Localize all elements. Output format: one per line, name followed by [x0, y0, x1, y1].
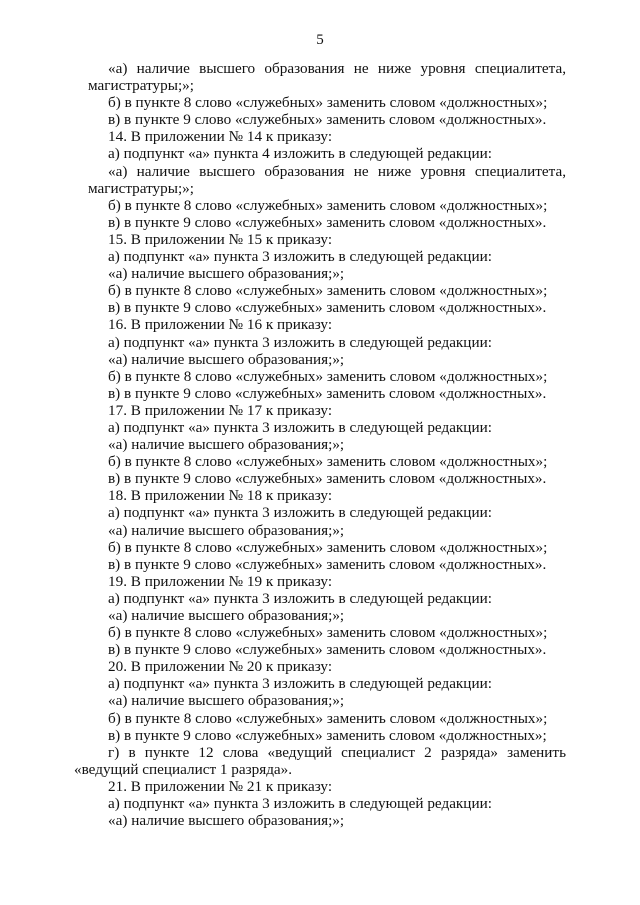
- text-line: а) подпункт «а» пункта 3 изложить в следующей редакции:: [108, 675, 492, 693]
- text-line: в) в пункте 9 слово «служебных» заменить словом «должностных».: [108, 641, 547, 659]
- text-line: «а) наличие высшего образования;»;: [108, 521, 345, 539]
- text-line: а) подпункт «а» пункта 3 изложить в следующей редакции:: [108, 589, 492, 607]
- text-line: в) в пункте 9 слово «служебных» заменить словом «должностных».: [108, 299, 547, 317]
- text-line: г) в пункте 12 слова «ведущий специалист 2 разряда» заменить: [108, 743, 566, 761]
- text-line: 19. В приложении № 19 к приказу:: [108, 572, 333, 590]
- text-line: а) подпункт «а» пункта 4 изложить в следующей редакции:: [108, 145, 492, 163]
- text-line: «а) наличие высшего образования не ниже уровня специалитета,: [108, 162, 566, 180]
- text-line: «а) наличие высшего образования не ниже уровня специалитета,: [108, 60, 566, 77]
- text-line: «а) наличие высшего образования;»;: [108, 607, 345, 624]
- document-body: [74, 60, 566, 830]
- text-line: в) в пункте 9 слово «служебных» заменить словом «должностных».: [108, 384, 547, 402]
- text-line: магистратуры;»;: [88, 77, 194, 95]
- text-line: б) в пункте 8 слово «служебных» заменить словом «должностных»;: [108, 453, 548, 471]
- text-line: 18. В приложении № 18 к приказу:: [108, 487, 333, 505]
- text-line: а) подпункт «а» пункта 3 изложить в следующей редакции:: [108, 795, 492, 813]
- text-line: б) в пункте 8 слово «служебных» заменить словом «должностных»;: [108, 196, 548, 214]
- page-number: 5: [316, 32, 324, 48]
- text-line: «а) наличие высшего образования;»;: [108, 812, 345, 830]
- text-line: а) подпункт «а» пункта 3 изложить в следующей редакции:: [108, 418, 492, 436]
- text-line: а) подпункт «а» пункта 3 изложить в следующей редакции:: [108, 248, 492, 266]
- text-line: «а) наличие высшего образования;»;: [108, 692, 345, 710]
- text-line: 15. В приложении № 15 к приказу:: [108, 230, 333, 248]
- text-line: б) в пункте 8 слово «служебных» заменить словом «должностных»;: [108, 624, 548, 642]
- text-line: «а) наличие высшего образования;»;: [108, 436, 345, 454]
- text-line: б) в пункте 8 слово «служебных» заменить словом «должностных»;: [108, 538, 548, 556]
- text-line: 14. В приложении № 14 к приказу:: [108, 128, 333, 146]
- text-line: в) в пункте 9 слово «служебных» заменить словом «должностных».: [108, 111, 547, 129]
- text-line: б) в пункте 8 слово «служебных» заменить словом «должностных»;: [108, 94, 548, 112]
- text-line: «а) наличие высшего образования;»;: [108, 350, 345, 368]
- text-line: а) подпункт «а» пункта 3 изложить в следующей редакции:: [108, 504, 492, 522]
- text-line: в) в пункте 9 слово «служебных» заменить словом «должностных».: [108, 555, 547, 573]
- text-line: б) в пункте 8 слово «служебных» заменить словом «должностных»;: [108, 367, 548, 385]
- text-line: магистратуры;»;: [88, 179, 194, 197]
- text-line: 16. В приложении № 16 к приказу:: [108, 316, 333, 334]
- text-line: 17. В приложении № 17 к приказу:: [108, 401, 333, 419]
- text-line: «ведущий специалист 1 разряда».: [74, 760, 293, 778]
- text-line: в) в пункте 9 слово «служебных» заменить словом «должностных»;: [108, 726, 547, 744]
- text-line: в) в пункте 9 слово «служебных» заменить словом «должностных».: [108, 470, 547, 488]
- text-line: б) в пункте 8 слово «служебных» заменить словом «должностных»;: [108, 709, 548, 727]
- text-line: б) в пункте 8 слово «служебных» заменить словом «должностных»;: [108, 282, 548, 300]
- text-line: в) в пункте 9 слово «служебных» заменить словом «должностных».: [108, 213, 547, 231]
- text-line: а) подпункт «а» пункта 3 изложить в следующей редакции:: [108, 333, 492, 351]
- text-line: «а) наличие высшего образования;»;: [108, 265, 345, 283]
- text-line: 20. В приложении № 20 к приказу:: [108, 658, 333, 676]
- text-line: 21. В приложении № 21 к приказу:: [108, 777, 333, 795]
